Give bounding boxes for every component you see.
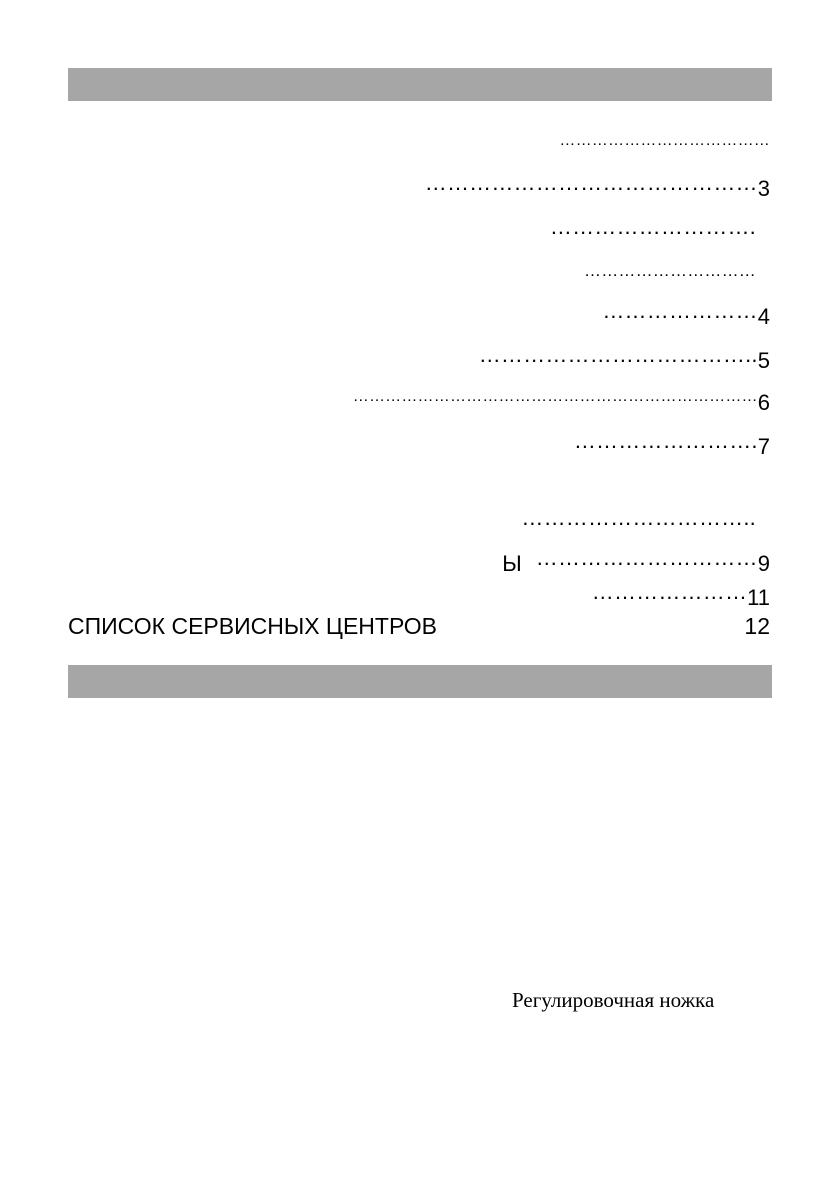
toc-page-number: 3 <box>757 176 770 201</box>
toc-row-11 <box>591 579 770 610</box>
toc-entry-service-centers: СПИСОК СЕРВИСНЫХ ЦЕНТРОВ <box>68 613 438 639</box>
toc-row-1 <box>559 128 770 154</box>
toc-row-9 <box>521 505 756 531</box>
toc-page-number: 7 <box>757 434 770 459</box>
toc-page-number: 9 <box>757 551 770 576</box>
toc-leader-dots: ………………………….. <box>521 505 756 530</box>
toc-row-8 <box>573 428 770 459</box>
toc-leader-dots: ………………………… <box>584 261 756 280</box>
toc-leader-dots: ………………………… <box>535 545 758 570</box>
section-header-bar-bottom <box>68 665 772 698</box>
section-header-bar-top <box>68 68 772 101</box>
toc-row-5 <box>602 298 770 329</box>
toc-leader-dots: ………………… <box>591 579 748 604</box>
toc-leader-dots: ………………………………… <box>559 132 770 149</box>
toc-page-number: 5 <box>757 348 770 373</box>
toc-row-7 <box>352 384 770 415</box>
toc-leader-dots: ……………………………………… <box>424 170 758 195</box>
toc-leader-dots: ………………………. <box>549 214 756 239</box>
toc-page-number-service-centers: 12 <box>744 613 770 639</box>
toc-row-3 <box>550 214 756 240</box>
toc-row-2 <box>424 170 770 201</box>
toc-leader-dots: ………………… <box>602 298 758 323</box>
figure-label-adjustable-foot: Регулировочная ножка <box>512 988 715 1012</box>
toc-leader-dots: ……………………. <box>573 428 758 453</box>
toc-entry-title-fragment: Ы <box>502 551 522 576</box>
toc-page-number: 4 <box>757 304 770 329</box>
toc-leader-dots: ……………………………….. <box>478 342 758 367</box>
toc-page-number: 6 <box>757 390 770 415</box>
toc-leader-dots: ………………………………………………………………… <box>352 388 758 405</box>
toc-row-6 <box>478 342 770 373</box>
toc-row-10 <box>502 545 770 576</box>
toc-page-number: 11 <box>747 585 770 610</box>
toc-row-4 <box>584 258 756 284</box>
